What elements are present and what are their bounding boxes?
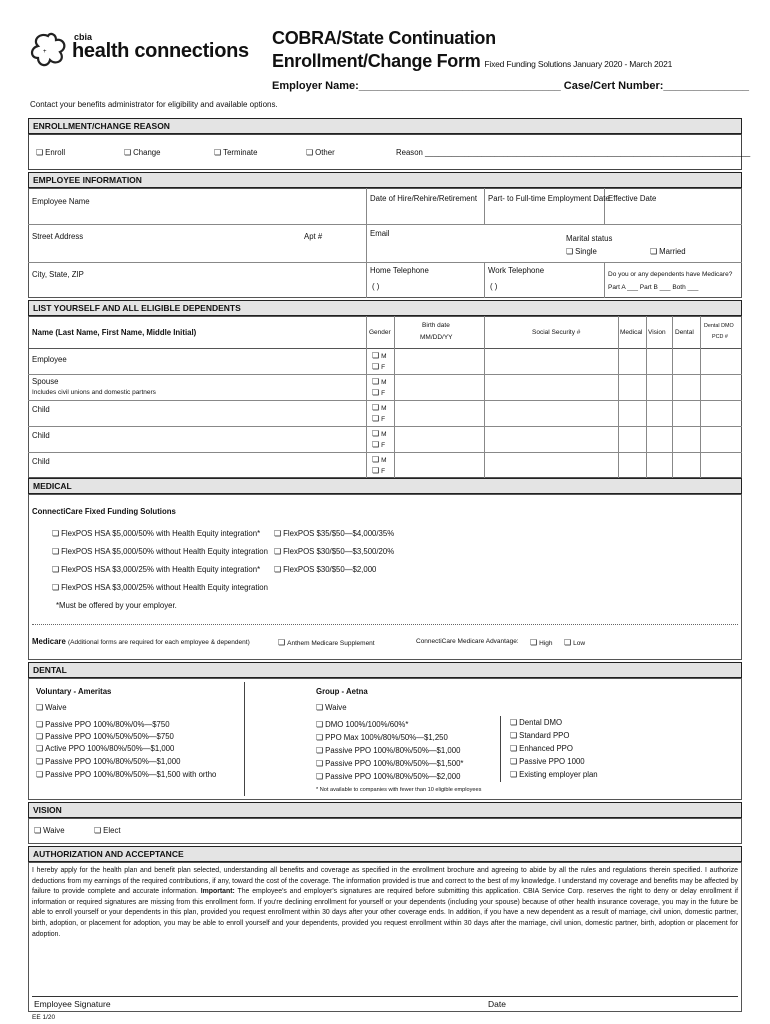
- marital-status-label: Marital status: [566, 234, 613, 243]
- marital-married-checkbox[interactable]: ❏ Married: [650, 247, 686, 256]
- gender-m-checkbox[interactable]: ❏ M: [372, 351, 387, 360]
- logo-name: health connections: [72, 40, 249, 62]
- form-subtitle: Fixed Funding Solutions January 2020 - March 2021: [484, 59, 673, 69]
- medical-footnote: *Must be offered by your employer.: [56, 601, 177, 610]
- svg-text:+: +: [43, 49, 47, 55]
- medical-plan-checkbox[interactable]: ❏ FlexPOS $30/$50—$3,500/20%: [274, 547, 394, 556]
- dental-plan-checkbox[interactable]: ❏ Passive PPO 100%/80%/50%—$1,000: [36, 757, 180, 766]
- medical-plan-checkbox[interactable]: ❏ FlexPOS HSA $3,000/25% with Health Equity integration*: [52, 565, 260, 574]
- medicare-label: Medicare: [32, 637, 66, 646]
- col-dmo-header: Dental DMO: [704, 323, 734, 329]
- dental-plan-checkbox[interactable]: ❏ PPO Max 100%/80%/50%—$1,250: [316, 733, 448, 742]
- email-field[interactable]: Email: [370, 229, 390, 238]
- reason-terminate-checkbox[interactable]: ❏ Terminate: [214, 148, 257, 157]
- hire-date-field[interactable]: Date of Hire/Rehire/Retirement: [370, 194, 478, 203]
- spouse-note: Includes civil unions and domestic partners: [32, 389, 156, 396]
- medicare-parts-field[interactable]: Part A ___ Part B ___ Both ___: [608, 284, 699, 291]
- divider: [700, 316, 701, 478]
- dental-existing-checkbox[interactable]: ❏ Passive PPO 1000: [510, 757, 585, 766]
- divider: [32, 624, 738, 625]
- advantage-low-checkbox[interactable]: ❏ Low: [564, 638, 585, 647]
- auth-text: [32, 866, 738, 940]
- row-spouse-label: Spouse: [32, 377, 59, 386]
- form-title-line1: COBRA/State Continuation: [272, 28, 496, 48]
- home-telephone-label: Home Telephone: [370, 266, 429, 275]
- dental-plan-checkbox[interactable]: ❏ Passive PPO 100%/80%/50%—$1,000: [316, 746, 460, 755]
- signature-date-field[interactable]: Date: [488, 999, 506, 1009]
- dental-plan-checkbox[interactable]: ❏ Active PPO 100%/80%/50%—$1,000: [36, 744, 174, 753]
- dental-plan-checkbox[interactable]: ❏ DMO 100%/100%/60%*: [316, 720, 408, 729]
- medicare-advantage-label: ConnectiCare Medicare Advantage:: [416, 638, 519, 645]
- gender-f-checkbox[interactable]: ❏ F: [372, 466, 385, 475]
- divider: [484, 262, 485, 298]
- col-vision-header: Vision: [648, 329, 666, 336]
- col-pcd-header: PCD #: [712, 334, 728, 340]
- dental-group-heading: Group - Aetna: [316, 687, 368, 696]
- section-reason-title: ENROLLMENT/CHANGE REASON: [28, 118, 742, 134]
- medicare-note: (Additional forms are required for each employee & dependent): [67, 639, 250, 646]
- form-title-main: Enrollment/Change Form: [272, 51, 481, 71]
- employer-name-label: Employer Name:_________________________________: [272, 80, 561, 92]
- form-version: EE 1/20: [32, 1014, 56, 1021]
- vision-waive-checkbox[interactable]: ❏ Waive: [34, 826, 65, 835]
- divider: [366, 316, 367, 478]
- dental-group-waive-checkbox[interactable]: ❏ Waive: [316, 703, 347, 712]
- dental-plan-checkbox[interactable]: ❏ Passive PPO 100%/50%/50%—$750: [36, 732, 174, 741]
- logo-small-text: cbia: [74, 32, 93, 42]
- divider: [500, 716, 501, 782]
- effective-date-field[interactable]: Effective Date: [608, 194, 657, 203]
- col-medical-header: Medical: [620, 329, 643, 336]
- vision-elect-checkbox[interactable]: ❏ Elect: [94, 826, 121, 835]
- gender-m-checkbox[interactable]: ❏ M: [372, 377, 387, 386]
- street-address-field[interactable]: Street Address: [32, 232, 84, 241]
- section-vision-title: VISION: [28, 802, 742, 818]
- dental-voluntary-heading: Voluntary - Ameritas: [36, 687, 112, 696]
- row-child-label: Child: [32, 431, 50, 440]
- medical-plan-checkbox[interactable]: ❏ FlexPOS HSA $5,000/50% with Health Equity integration*: [52, 529, 260, 538]
- section-auth-title: AUTHORIZATION AND ACCEPTANCE: [28, 846, 742, 862]
- signature-line: [32, 996, 738, 997]
- gender-f-checkbox[interactable]: ❏ F: [372, 414, 385, 423]
- divider: [28, 452, 742, 453]
- dental-plan-checkbox[interactable]: ❏ Passive PPO 100%/80%/50%—$1,500*: [316, 759, 463, 768]
- divider: [28, 400, 742, 401]
- col-ssn-header: Social Security #: [532, 329, 581, 336]
- auth-paragraph: I hereby apply for the health plan and benefit plan selected, understanding all benefits and coverage as specified in the enrollment brochure and agreeing to abide by all the rules and regulations therein specified. I authorize deductions from my earnings of the required contributions, if any, toward the cost of the coverage. The information provided is true and correct to the best of my knowledge. I understand my coverage and benefits may be affected by failure to provide complete and accurate information.: [32, 867, 738, 896]
- home-telephone-field[interactable]: ( ): [372, 282, 380, 291]
- employer-name-field[interactable]: [272, 80, 749, 92]
- row-employee-label: Employee: [32, 355, 67, 364]
- reason-other-checkbox[interactable]: ❏ Other: [306, 148, 335, 157]
- section-dependents-title: LIST YOURSELF AND ALL ELIGIBLE DEPENDENTS: [28, 300, 742, 316]
- gender-m-checkbox[interactable]: ❏ M: [372, 455, 387, 464]
- divider: [28, 374, 742, 375]
- divider: [394, 316, 395, 478]
- medical-plan-checkbox[interactable]: ❏ FlexPOS $35/$50—$4,000/35%: [274, 529, 394, 538]
- dental-existing-checkbox[interactable]: ❏ Existing employer plan: [510, 770, 598, 779]
- auth-important-text: The employee's and employer's signatures are required before submitting this application. CBIA Service Corp. reserves the right to deny or delay enrollment if information or required signatures are missing from this enrollment form. If you're declining enrollment for yourself or your dependents (including your spouse) because of other health insurance coverage, you may in the future be able to enroll yourself or your dependents in this plan, provided you request enrollment within 30 days after your other coverage ends. In addition, if you have a new dependent as a result of marriage, civil union, domestic partner, birth, adoption, or placement for adoption, you may be able to enroll yourself and your dependents, provided you request enrollment within 30 days after the marriage, civil union, domestic partner, birth, adoption or placement for adoption.: [32, 888, 738, 938]
- dental-plan-checkbox[interactable]: ❏ Passive PPO 100%/80%/0%—$750: [36, 720, 170, 729]
- employee-name-field[interactable]: Employee Name: [32, 197, 90, 206]
- reason-change-checkbox[interactable]: ❏ Change: [124, 148, 160, 157]
- vision-box: [28, 818, 742, 844]
- employee-box: [28, 188, 742, 298]
- gender-m-checkbox[interactable]: ❏ M: [372, 429, 387, 438]
- connecticare-heading: ConnectiCare Fixed Funding Solutions: [32, 507, 176, 516]
- section-medical-title: MEDICAL: [28, 478, 742, 494]
- dependents-table: [28, 316, 742, 478]
- employee-signature-field[interactable]: Employee Signature: [34, 999, 111, 1009]
- dental-existing-checkbox[interactable]: ❏ Dental DMO: [510, 718, 562, 727]
- gender-f-checkbox[interactable]: ❏ F: [372, 440, 385, 449]
- col-gender-header: Gender: [369, 329, 391, 336]
- dental-voluntary-waive-checkbox[interactable]: ❏ Waive: [36, 703, 67, 712]
- divider: [646, 316, 647, 478]
- dental-plan-checkbox[interactable]: ❏ Passive PPO 100%/80%/50%—$2,000: [316, 772, 460, 781]
- logo-mark-icon: [28, 30, 70, 72]
- gender-f-checkbox[interactable]: ❏ F: [372, 362, 385, 371]
- auth-important-label: Important:: [200, 888, 235, 896]
- divider: [28, 224, 742, 225]
- divider: [28, 426, 742, 427]
- dental-existing-checkbox[interactable]: ❏ Enhanced PPO: [510, 744, 573, 753]
- medicare-question: Do you or any dependents have Medicare?: [608, 271, 733, 278]
- divider: [244, 682, 245, 796]
- reason-field[interactable]: Reason ___________________________________________________________________________: [396, 148, 751, 157]
- divider: [28, 348, 742, 349]
- col-name-header: Name (Last Name, First Name, Middle Initial): [32, 328, 197, 337]
- col-dental-header: Dental: [675, 329, 694, 336]
- case-number-label: Case/Cert Number:______________: [563, 80, 750, 92]
- col-birth-header: Birth date: [422, 322, 450, 329]
- dental-existing-checkbox[interactable]: ❏ Standard PPO: [510, 731, 569, 740]
- divider: [618, 316, 619, 478]
- dental-plan-checkbox[interactable]: ❏ Passive PPO 100%/80%/50%—$1,500 with ortho: [36, 770, 216, 779]
- divider: [672, 316, 673, 478]
- gender-m-checkbox[interactable]: ❏ M: [372, 403, 387, 412]
- dental-group-footnote: * Not available to companies with fewer than 10 eligible employees: [316, 787, 482, 793]
- reason-enroll-checkbox[interactable]: ❏ Enroll: [36, 148, 65, 157]
- gender-f-checkbox[interactable]: ❏ F: [372, 388, 385, 397]
- contact-note: Contact your benefits administrator for eligibility and available options.: [30, 100, 278, 109]
- divider: [604, 262, 605, 298]
- divider: [28, 262, 742, 263]
- work-telephone-label: Work Telephone: [488, 266, 545, 275]
- divider: [484, 316, 485, 478]
- part-full-date-field[interactable]: Part- to Full-time Employment Date: [488, 194, 610, 203]
- medical-box: [28, 494, 742, 660]
- col-birth-format: MM/DD/YY: [420, 334, 453, 341]
- row-child-label: Child: [32, 405, 50, 414]
- section-employee-title: EMPLOYEE INFORMATION: [28, 172, 742, 188]
- divider: [366, 188, 367, 298]
- medical-plan-checkbox[interactable]: ❏ FlexPOS $30/$50—$2,000: [274, 565, 376, 574]
- medical-plan-checkbox[interactable]: ❏ FlexPOS HSA $5,000/50% without Health Equity integration: [52, 547, 268, 556]
- section-dental-title: DENTAL: [28, 662, 742, 678]
- advantage-high-checkbox[interactable]: ❏ High: [530, 638, 553, 647]
- city-state-zip-field[interactable]: City, State, ZIP: [32, 270, 84, 279]
- work-telephone-field[interactable]: ( ): [490, 282, 498, 291]
- row-child-label: Child: [32, 457, 50, 466]
- form-title-line2: [272, 51, 672, 72]
- medicare-row: [32, 637, 250, 646]
- divider: [484, 188, 485, 224]
- medical-plan-checkbox[interactable]: ❏ FlexPOS HSA $3,000/25% without Health Equity integration: [52, 583, 268, 592]
- apt-field[interactable]: Apt #: [304, 232, 323, 241]
- anthem-supplement-checkbox[interactable]: ❏ Anthem Medicare Supplement: [278, 638, 375, 647]
- marital-single-checkbox[interactable]: ❏ Single: [566, 247, 597, 256]
